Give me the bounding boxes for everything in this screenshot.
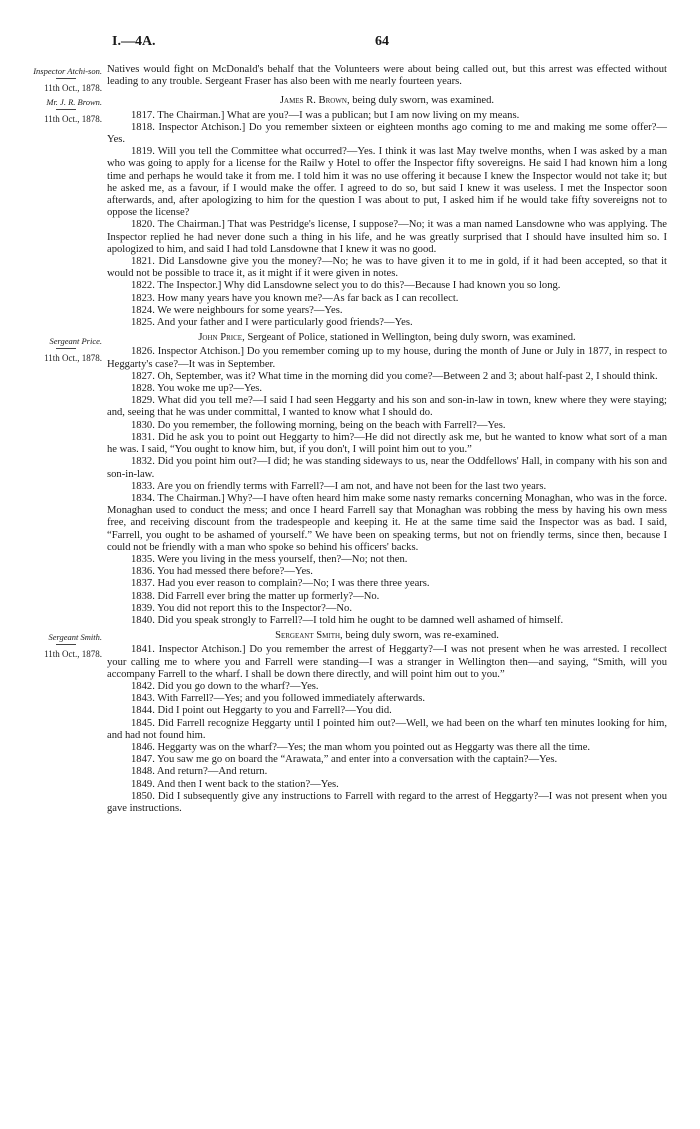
witness-heading	[107, 332, 667, 344]
margin-date: 11th Oct., 1878.	[44, 353, 102, 364]
paragraph: 1828. You woke me up?—Yes.	[131, 383, 263, 395]
paragraph: 1819. Will you tell the Committee what occurred?—Yes. I think it was last May twelve months, when I was asked by a man who was going to apply for a license for the Railw y Hotel to offer the Inspector fifty sovereigns. He said I had known him a long time and perhaps he would take it from me. I told him it was no use offering it because I knew the Inspector would not take it; but he asked me, as a favour, if I would make the offer. I agreed to do so, but said I knew it was useless. I met the Inspector soon afterwards, and, after apologizing to him for the question I was about to put, I asked him if he would take fifty sovereigns not to oppose the license?	[107, 146, 667, 219]
section-text	[107, 64, 667, 88]
witness-name: James R. Brown,	[279, 95, 350, 107]
paragraph: 1844. Did I point out Heggarty to you and Farrell?—You did.	[131, 705, 392, 717]
paragraph: 1825. And your father and I were particularly good friends?—Yes.	[131, 317, 413, 329]
witness-heading	[107, 95, 667, 107]
paragraph: Natives would fight on McDonald's behalf that the Volunteers were about being called out, but this arrest was effected without leading to any trouble. Sergeant Fraser has also been with me nearly fourteen years.	[107, 64, 667, 88]
section-price	[0, 332, 700, 627]
paragraph: 1837. Had you ever reason to complain?—No; I was there three years.	[131, 578, 430, 590]
paragraph: 1838. Did Farrell ever bring the matter up formerly?—No.	[131, 590, 380, 602]
paragraph: 1818. Inspector Atchison.] Do you remember sixteen or eighteen months ago coming to me and making me some offer?—Yes.	[107, 121, 667, 146]
paragraph: 1842. Did you go down to the wharf?—Yes.	[131, 680, 319, 692]
margin-note	[12, 632, 102, 660]
paragraph: 1850. Did I subsequently give any instructions to Farrell with regard to the arrest of Heggarty?—I was not present when you gave instructions.	[107, 790, 667, 814]
paragraph: 1823. How many years have you known me?—As far back as I can recollect.	[131, 292, 459, 304]
report-reference: I.—4A.	[112, 34, 156, 49]
paragraph: 1839. You did not report this to the Inspector?—No.	[131, 602, 352, 614]
paragraph: 1847. You saw me go on board the “Arawata,” and enter into a conversation with the captain?—Yes.	[131, 754, 558, 766]
margin-date: 11th Oct., 1878.	[44, 649, 102, 660]
paragraph: 1827. Oh, September, was it? What time in the morning did you come?—Between 2 and 3; about half-past 2, I should think.	[131, 370, 658, 382]
paragraph: 1832. Did you point him out?—I did; he was standing sideways to us, near the Oddfellows' Hall, in company with his son and son-in-law.	[107, 456, 667, 480]
margin-date: 11th Oct., 1878.	[44, 114, 102, 125]
margin-name: Sergeant Price.	[49, 336, 102, 347]
section-text	[107, 332, 667, 627]
paragraph: 1830. Do you remember, the following morning, being on the beach with Farrell?—Yes.	[131, 419, 506, 431]
witness-heading-rest: Sergeant of Police, stationed in Wellington, being duly sworn, was examined.	[244, 332, 576, 344]
paragraph: 1843. With Farrell?—Yes; and you followed immediately afterwards.	[131, 693, 425, 705]
paragraph: 1836. You had messed there before?—Yes.	[131, 566, 313, 578]
paragraph: 1821. Did Lansdowne give you the money?—No; he was to have given it to me in gold, if it had been accepted, so that it would not be possible to trace it, as it might if it were given in notes.	[107, 256, 667, 280]
margin-rule	[56, 78, 76, 79]
margin-name: Mr. J. R. Brown.	[46, 97, 102, 108]
paragraph: 1835. Were you living in the mess yourself, then?—No; not then.	[131, 553, 408, 565]
witness-name: Sergeant Smith,	[275, 630, 343, 642]
margin-date: 11th Oct., 1878.	[44, 83, 102, 93]
witness-heading-rest: being duly sworn, was re-examined.	[342, 630, 499, 642]
paragraph: 1849. And then I went back to the station?—Yes.	[131, 778, 339, 790]
paragraph: 1848. And return?—And return.	[131, 766, 268, 778]
margin-rule	[56, 644, 76, 645]
section-smith	[0, 630, 700, 815]
margin-name: Inspector Atchi-son.	[33, 66, 102, 76]
paragraph: 1833. Are you on friendly terms with Farrell?—I am not, and have not been for the last two years.	[131, 480, 547, 492]
witness-name: John Price,	[198, 332, 245, 344]
paragraph: 1826. Inspector Atchison.] Do you remember coming up to my house, during the month of June or July in 1877, in respect to Heggarty's case?—It was in September.	[107, 346, 667, 370]
paragraph: 1822. The Inspector.] Why did Lansdowne select you to do this?—Because I had known you so long.	[131, 280, 561, 292]
margin-rule	[56, 109, 76, 110]
paragraph: 1817. The Chairman.] What are you?—I was a publican; but I am now living on my means.	[131, 109, 520, 121]
paragraph: 1824. We were neighbours for some years?—Yes.	[131, 304, 343, 316]
page-number: 64	[375, 34, 389, 49]
paragraph: 1834. The Chairman.] Why?—I have often heard him make some nasty remarks concerning Monaghan, who was in the force. Monaghan used to conduct the mess; and once I heard Farrell say that Monaghan was robbing the mess by having his own mess free, and receiving discount from the tradespeople and keeping it. He at the same time said the Inspector was as bad. I said, “Farrell, you ought to be ashamed of yourself.” We have been on speaking terms, but not on friendly terms, since then, because I could not be friendly with a man who spoke so behind his officers' backs.	[107, 492, 667, 553]
margin-note	[12, 66, 102, 94]
section-text	[107, 95, 667, 329]
section-atchison	[0, 64, 700, 93]
paragraph: 1820. The Chairman.] That was Pestridge's license, I suppose?—No; it was a man named Lansdowne who was applying. The Inspector replied he had never done such a thing in his life, and he was greatly surprised that I should have insulted him so. I apologized to him, and said I had told Lansdowne that I knew it was no good.	[107, 219, 667, 255]
paragraph: 1845. Did Farrell recognize Heggarty until I pointed him out?—Well, we had been on the wharf ten minutes looking for him, and had not found him.	[107, 717, 667, 741]
paragraph: 1831. Did he ask you to point out Heggarty to him?—He did not directly ask me, but he wanted to know what sort of a man he was. I said, “You ought to know him, but, if you don't, I will point him out to you.”	[107, 431, 667, 456]
paragraph: 1840. Did you speak strongly to Farrell?—I told him he ought to be damned well ashamed of himself.	[131, 614, 564, 626]
margin-name: Sergeant Smith.	[48, 632, 102, 643]
paragraph: 1829. What did you tell me?—I said I had seen Heggarty and his son and son-in-law in town, knew where they were staying; and, seeing that he was under committal, I wanted to know what I should do.	[107, 395, 667, 419]
page-header	[0, 34, 700, 54]
paragraph: 1846. Heggarty was on the wharf?—Yes; the man whom you pointed out as Heggarty was there all the time.	[131, 741, 591, 753]
witness-heading	[107, 630, 667, 642]
margin-note	[12, 336, 102, 364]
paragraph: 1841. Inspector Atchison.] Do you remember the arrest of Heggarty?—I was not present when he was arrested. I recollect your calling me to where you and Farrell were standing—I was a stranger in Wellington then—and saying, “Smith, will you accompany Farrell to the wharf. I shall be down there directly, and will point him out to you.”	[107, 644, 667, 680]
document-body	[0, 64, 700, 815]
section-text	[107, 630, 667, 815]
margin-rule	[56, 348, 76, 349]
witness-heading-rest: being duly sworn, was examined.	[349, 95, 495, 107]
section-brown	[0, 95, 700, 329]
margin-note	[12, 97, 102, 125]
